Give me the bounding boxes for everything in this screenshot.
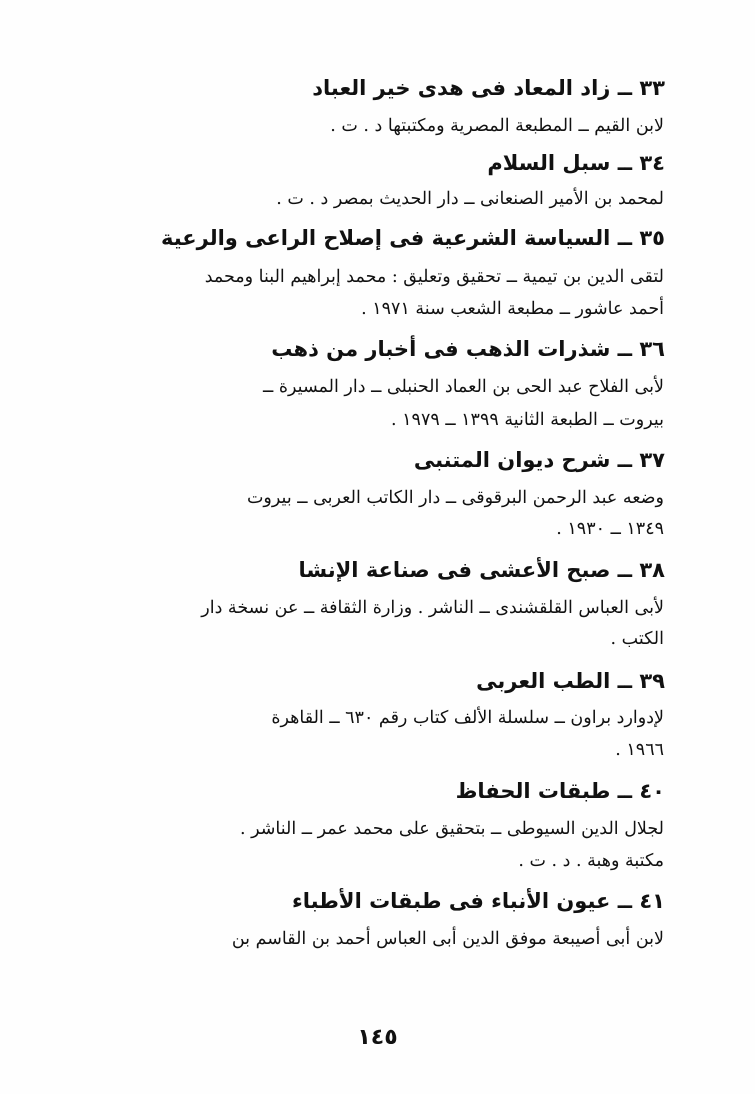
entry-36-line-2: بيروت ــ الطبعة الثانية ١٣٩٩ ــ ١٩٧٩ . xyxy=(391,410,664,430)
entry-40-line-2: مكتبة وهبة . د . ت . xyxy=(518,851,664,871)
entry-40-line-1: لجلال الدين السيوطى ــ بتحقيق على محمد عمر ــ الناشر . xyxy=(239,819,664,839)
entry-34-line-1: لمحمد بن الأمير الصنعانى ــ دار الحديث بمصر د . ت . xyxy=(276,189,664,209)
entry-38-line-1: لأبى العباس القلقشندى ــ الناشر . وزارة الثقافة ــ عن نسخة دار xyxy=(201,598,664,618)
entry-37-line-1: وضعه عبد الرحمن البرقوقى ــ دار الكاتب العربى ــ بيروت xyxy=(246,488,664,508)
entry-38-title: ٣٨ ــ صبح الأعشى فى صناعة الإنشا xyxy=(298,558,665,582)
entry-40-title: ٤٠ ــ طبقات الحفاظ xyxy=(455,779,665,803)
entry-38-line-2: الكتب . xyxy=(610,629,664,649)
entry-34-title: ٣٤ ــ سبل السلام xyxy=(487,151,665,175)
entry-33-title: ٣٣ ــ زاد المعاد فى هدى خير العباد xyxy=(312,76,665,100)
entry-35-line-1: لتقى الدين بن تيمية ــ تحقيق وتعليق : محمد إبراهيم البنا ومحمد xyxy=(204,267,664,287)
entry-35-title: ٣٥ ــ السياسة الشرعية فى إصلاح الراعى والرعية xyxy=(161,226,665,250)
entry-37-title: ٣٧ ــ شرح ديوان المتنبى xyxy=(413,448,665,472)
entry-41-title: ٤١ ــ عيون الأنباء فى طبقات الأطباء xyxy=(291,889,665,913)
entry-36-title: ٣٦ ــ شذرات الذهب فى أخبار من ذهب xyxy=(271,337,665,361)
page-number: ١٤٥ xyxy=(357,1025,398,1050)
entry-39-line-1: لإدوارد براون ــ سلسلة الألف كتاب رقم ٦٣٠ ــ القاهرة xyxy=(271,708,664,728)
entry-39-line-2: ١٩٦٦ . xyxy=(615,740,664,760)
entry-36-line-1: لأبى الفلاح عبد الحى بن العماد الحنبلى ــ دار المسيرة ــ xyxy=(263,377,664,397)
entry-39-title: ٣٩ ــ الطب العربى xyxy=(476,669,665,693)
entry-33-line-1: لابن القيم ــ المطبعة المصرية ومكتبتها د . ت . xyxy=(330,116,664,136)
entry-35-line-2: أحمد عاشور ــ مطبعة الشعب سنة ١٩٧١ . xyxy=(361,299,664,319)
entry-37-line-2: ١٣٤٩ ــ ١٩٣٠ . xyxy=(556,519,664,539)
entry-41-line-1: لابن أبى أصيبعة موفق الدين أبى العباس أحمد بن القاسم بن xyxy=(231,929,664,949)
